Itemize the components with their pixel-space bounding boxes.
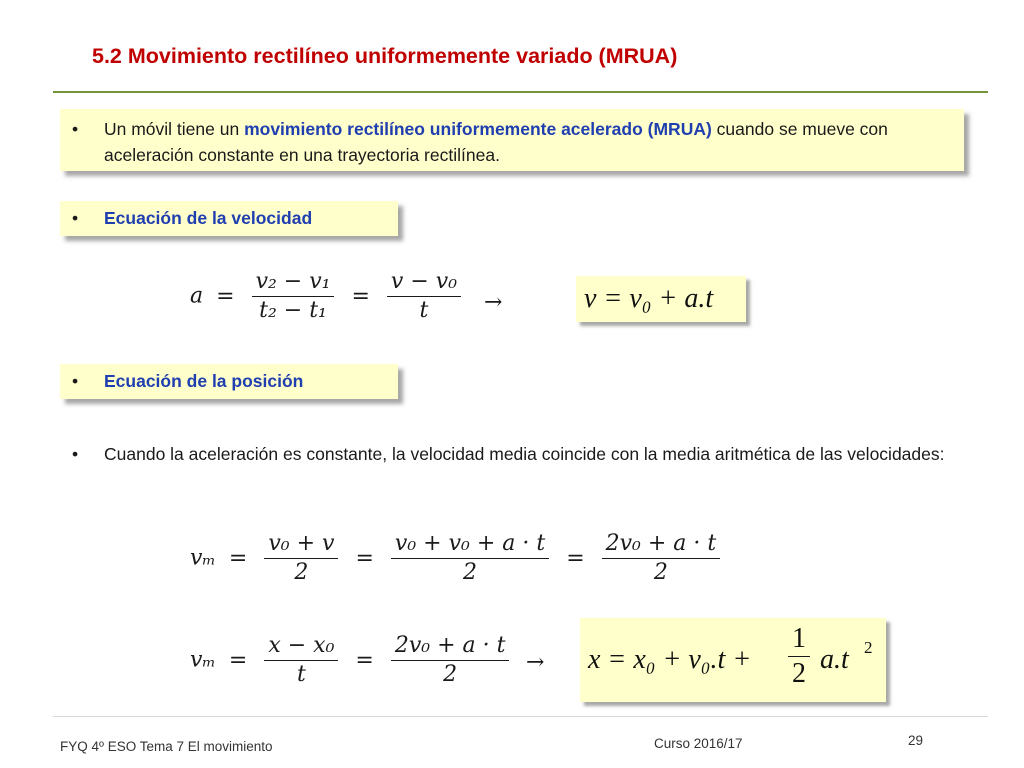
fraction-numerator: v₂ − v₁ — [255, 269, 331, 294]
arrow-icon: → — [484, 290, 503, 315]
mean-velocity-paragraph — [72, 441, 954, 467]
fraction-numerator: v₀ + v₀ + a · t — [394, 531, 546, 556]
equals-sign: = — [228, 647, 248, 673]
velocity-heading: Ecuación de la velocidad — [104, 208, 313, 228]
fraction-numerator: 2v₀ + a · t — [394, 633, 506, 658]
velocity-definition-equation — [190, 268, 465, 325]
fraction-expanded — [391, 530, 549, 587]
equals-sign: = — [228, 545, 248, 571]
fraction-2v0-plus-at — [391, 632, 510, 689]
mean-velocity-equation-1 — [190, 530, 724, 587]
fraction-denominator: 2 — [788, 656, 810, 691]
fraction-numerator: 2v₀ + a · t — [605, 531, 717, 556]
fraction-numerator: 1 — [792, 623, 806, 654]
footer-divider — [53, 716, 988, 717]
footer-course-label: FYQ 4º ESO Tema 7 El movimiento — [60, 739, 273, 754]
equals-sign: = — [216, 283, 235, 309]
position-heading-box — [60, 364, 398, 399]
intro-text-after: cuando se mueve con aceleración constante en una trayectoria rectilínea. — [104, 119, 888, 165]
intro-box — [60, 109, 964, 171]
intro-highlight: movimiento rectilíneo uniformemente acelerado (MRUA) — [244, 119, 712, 139]
intro-text — [104, 116, 954, 168]
mean-velocity-equation-2 — [190, 632, 513, 689]
fraction-v-v0-over-t — [387, 268, 461, 325]
fraction-numerator: x − x₀ — [268, 633, 335, 658]
arrow-icon: → — [526, 650, 545, 675]
fraction-denominator: 2 — [602, 558, 721, 587]
title-divider — [53, 91, 988, 93]
vm-symbol: vₘ — [190, 647, 216, 673]
fraction-simplified — [602, 530, 721, 587]
equals-sign: = — [355, 545, 374, 571]
fraction-denominator: 2 — [391, 558, 549, 587]
paragraph-bullet: • — [72, 444, 79, 464]
equals-sign: = — [355, 647, 374, 673]
fraction-numerator: v − v₀ — [390, 269, 458, 294]
page-number: 29 — [908, 733, 924, 748]
position-heading: Ecuación de la posición — [104, 371, 304, 391]
paragraph-text: Cuando la aceleración es constante, la velocidad media coincide con la media aritmética de las velocidades: — [104, 444, 945, 464]
position-bullet: • — [72, 371, 79, 391]
accel-symbol: a — [190, 283, 204, 309]
equals-sign: = — [351, 283, 370, 309]
position-result-lhs: x = x₀ + v₀.t + — [588, 644, 752, 675]
fraction-denominator: t — [387, 296, 461, 325]
fraction-v0-plus-v — [264, 530, 338, 587]
fraction-numerator: v₀ + v — [268, 531, 335, 556]
equals-sign: = — [566, 545, 585, 571]
exponent: 2 — [864, 638, 873, 657]
intro-text-before: Un móvil tiene un — [104, 119, 245, 139]
fraction-denominator: t₂ − t₁ — [252, 296, 335, 325]
fraction-one-half — [788, 622, 810, 691]
fraction-delta-v-delta-t — [252, 268, 335, 325]
position-result-box — [580, 618, 886, 702]
fraction-denominator: t — [264, 660, 338, 689]
velocity-heading-box — [60, 201, 398, 236]
intro-bullet: • — [72, 119, 79, 139]
footer-year: Curso 2016/17 — [654, 736, 743, 751]
vm-symbol: vₘ — [190, 545, 216, 571]
slide-title: 5.2 Movimiento rectilíneo uniformemente variado (MRUA) — [92, 44, 678, 68]
fraction-delta-x-over-t — [264, 632, 338, 689]
position-result-rhs: a.t — [820, 644, 849, 675]
velocity-bullet: • — [72, 208, 79, 228]
velocity-result-box: v = v₀ + a.t — [576, 276, 746, 322]
fraction-denominator: 2 — [264, 558, 338, 587]
fraction-denominator: 2 — [391, 660, 510, 689]
